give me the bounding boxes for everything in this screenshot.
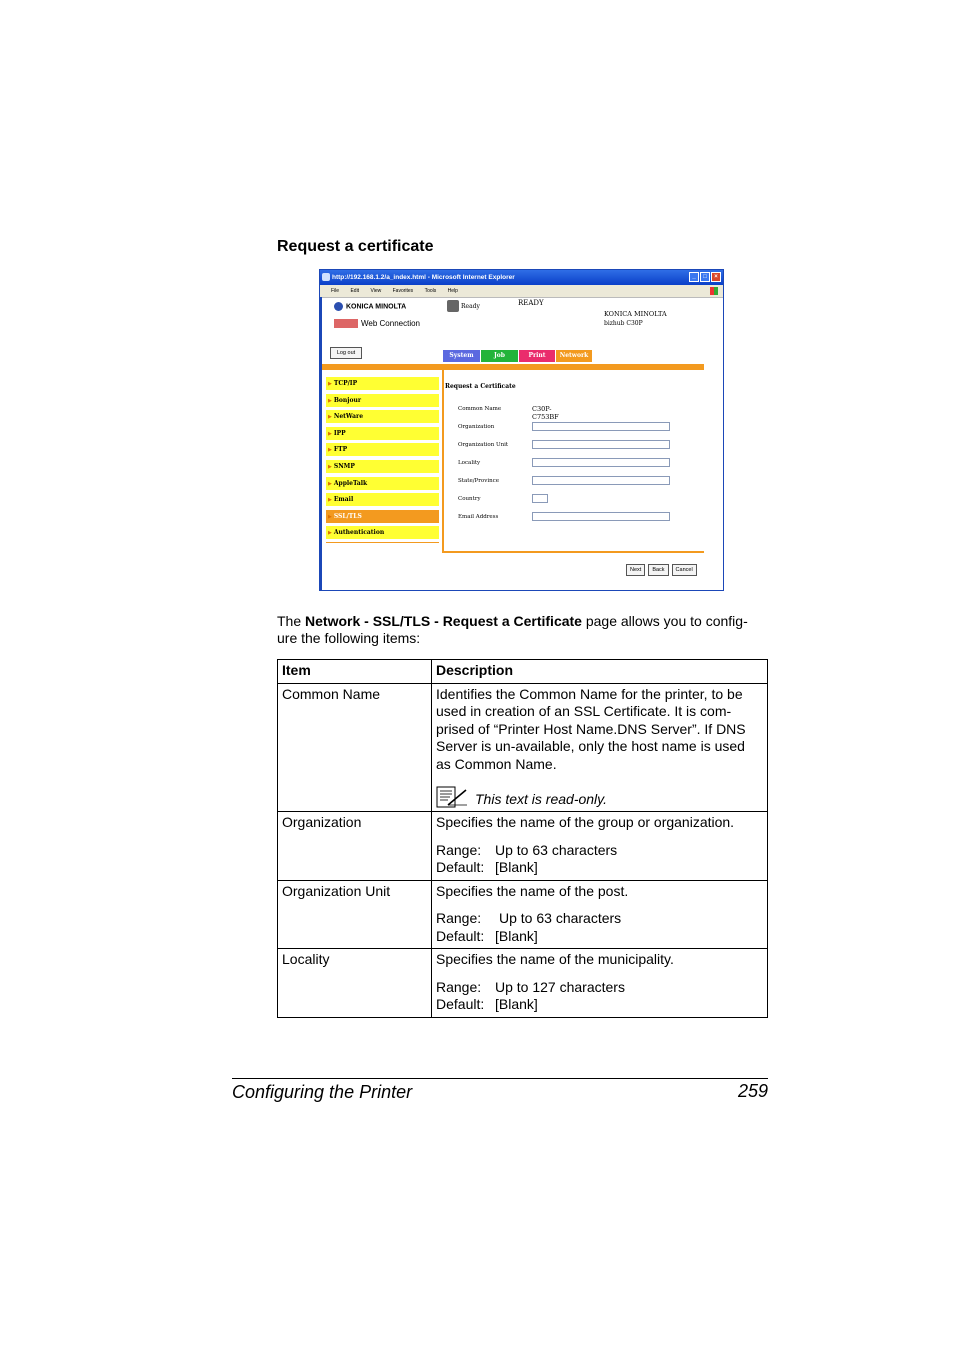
status-icon-label: Ready	[461, 303, 480, 310]
default-label: Default:	[436, 859, 485, 875]
intro-bold: Network - SSL/TLS - Request a Certificate	[305, 613, 582, 629]
pagescope-icon	[334, 319, 358, 328]
row-item: Locality	[278, 949, 432, 1018]
arrow-right-icon: ▶	[328, 497, 332, 504]
organization-label: Organization	[458, 424, 495, 430]
note	[436, 786, 763, 808]
note-text: This text is read-only.	[475, 790, 608, 807]
status-text: READY	[518, 299, 544, 307]
sidebar-item-tcpip[interactable]	[326, 377, 439, 390]
sidebar-item-label: SNMP	[333, 462, 355, 470]
table-row	[278, 949, 768, 1018]
common-name-label: Common Name	[458, 406, 502, 412]
default-line	[436, 928, 763, 946]
default-line	[436, 859, 763, 877]
tab-system[interactable]: System	[443, 350, 480, 362]
footer-title: Configuring the Printer	[232, 1082, 413, 1102]
sidebar-item-label: NetWare	[333, 413, 364, 421]
minimize-icon[interactable]: _	[689, 272, 699, 282]
menu-tools[interactable]: Tools	[424, 288, 437, 294]
arrow-right-icon: ▶	[328, 414, 332, 421]
default-value: [Blank]	[495, 859, 538, 875]
default-value: [Blank]	[495, 927, 538, 944]
konica-minolta-logo	[334, 302, 406, 311]
sidebar	[326, 377, 439, 543]
header-description: Description	[432, 660, 768, 684]
model-line1: KONICA MINOLTA	[604, 310, 667, 318]
table-row	[278, 683, 768, 812]
windows-logo-icon	[710, 287, 718, 295]
arrow-right-icon: ▶	[328, 530, 332, 537]
sidebar-item-netware[interactable]	[326, 410, 439, 423]
window-left-border	[320, 297, 322, 591]
form-bottom-line	[444, 551, 704, 553]
country-label: Country	[458, 496, 481, 502]
range-label: Range:	[436, 841, 482, 858]
arrow-right-icon: ▶	[328, 480, 332, 487]
web-connection-text: Web Connection	[361, 319, 420, 328]
sidebar-item-email[interactable]	[326, 493, 439, 506]
back-button[interactable]: Back	[648, 564, 668, 576]
range-label: Range:	[436, 978, 482, 995]
window-title: http://192.168.1.2/a_index.html - Microsoft Internet Explorer	[332, 274, 515, 281]
close-icon[interactable]: ×	[711, 272, 721, 282]
printer-icon	[447, 300, 459, 312]
state-province-input[interactable]	[532, 476, 670, 485]
common-name-value: C30P-C753BF	[532, 405, 559, 421]
row-item: Organization Unit	[278, 880, 432, 949]
default-label: Default:	[436, 996, 485, 1012]
main-tabs	[443, 350, 592, 362]
menu-bar	[320, 285, 723, 298]
sidebar-item-authentication[interactable]	[326, 526, 439, 539]
arrow-right-icon: ▶	[328, 463, 332, 470]
row-item: Common Name	[278, 683, 432, 812]
range-line	[436, 979, 763, 997]
page-number: 259	[737, 1081, 768, 1101]
sidebar-item-appletalk[interactable]	[326, 477, 439, 490]
description-text: Specifies the name of the group or organization.	[436, 814, 735, 830]
row-description	[432, 949, 768, 1018]
browser-screenshot	[319, 269, 724, 591]
sidebar-item-label: Authentication	[333, 529, 385, 537]
menu-edit[interactable]: Edit	[350, 288, 360, 294]
logout-button[interactable]: Log out	[330, 347, 362, 359]
sidebar-item-snmp[interactable]	[326, 460, 439, 473]
sidebar-item-ipp[interactable]	[326, 427, 439, 440]
sidebar-item-ftp[interactable]	[326, 443, 439, 456]
intro-lead: The	[277, 613, 306, 629]
model-line2: bizhub C30P	[604, 320, 643, 327]
range-label: Range:	[436, 910, 482, 926]
row-description	[432, 880, 768, 949]
row-description	[432, 812, 768, 881]
locality-input[interactable]	[532, 458, 670, 467]
organization-input[interactable]	[532, 422, 670, 431]
settings-table	[277, 659, 768, 1018]
row-item: Organization	[278, 812, 432, 881]
next-button[interactable]: Next	[626, 564, 645, 576]
arrow-right-icon: ▶	[328, 447, 332, 454]
sidebar-item-label: Bonjour	[333, 396, 361, 404]
default-label: Default:	[436, 927, 485, 944]
sidebar-item-label: TCP/IP	[333, 380, 358, 387]
email-address-input[interactable]	[532, 512, 670, 521]
description-text: Specifies the name of the municipality.	[436, 951, 674, 967]
globe-icon	[334, 302, 343, 311]
table-row	[278, 812, 768, 881]
country-input[interactable]	[532, 494, 548, 503]
table-row	[278, 880, 768, 949]
form-buttons	[626, 564, 697, 576]
menu-file[interactable]: File	[331, 288, 340, 294]
locality-label: Locality	[458, 460, 481, 466]
intro-rest: page allows you to config-ure the following items:	[277, 613, 748, 646]
sidebar-item-label: IPP	[333, 429, 346, 437]
header-item: Item	[278, 660, 432, 684]
organization-unit-label: Organization Unit	[458, 442, 509, 448]
arrow-right-icon: ▶	[328, 397, 332, 404]
sidebar-item-label: FTP	[333, 446, 348, 454]
section-title: Request a certificate	[277, 238, 434, 255]
arrow-right-icon: ▶	[328, 513, 332, 520]
description-text: Identifies the Common Name for the printer, to be used in creation of an SSL Certificate. It is com-prised of “Printer Host Name.DNS Server”. If DNS Server is un-available, only the host name is used as Common Name.	[436, 685, 746, 772]
menu-help[interactable]: Help	[447, 288, 458, 294]
sidebar-item-label: Email	[333, 496, 354, 504]
sidebar-item-label: SSL/TLS	[333, 512, 362, 520]
tab-underline-bar	[322, 364, 704, 370]
email-address-label: Email Address	[458, 514, 499, 520]
sidebar-item-label: AppleTalk	[333, 479, 368, 487]
tab-network[interactable]: Network	[556, 350, 592, 362]
description-text: Specifies the name of the post.	[436, 882, 629, 899]
tab-print[interactable]: Print	[519, 350, 555, 362]
cancel-button[interactable]: Cancel	[672, 564, 697, 576]
range-line	[436, 842, 763, 860]
sidebar-bottom-line	[326, 542, 439, 543]
brand-name: KONICA MINOLTA	[346, 303, 407, 311]
organization-unit-input[interactable]	[532, 440, 670, 449]
default-line	[436, 996, 763, 1014]
default-value: [Blank]	[495, 996, 538, 1012]
range-line	[436, 910, 763, 928]
table-header-row	[278, 660, 768, 684]
footer-rule	[232, 1078, 768, 1079]
maximize-icon[interactable]: □	[700, 272, 710, 282]
menu-view[interactable]: View	[370, 288, 382, 294]
sidebar-item-bonjour[interactable]	[326, 394, 439, 407]
menu-favorites[interactable]: Favorites	[392, 288, 414, 294]
tab-job[interactable]: Job	[481, 350, 518, 362]
window-titlebar	[320, 270, 723, 285]
arrow-right-icon: ▶	[328, 381, 332, 387]
sidebar-item-ssl-tls[interactable]	[326, 510, 439, 523]
form-title: Request a Certificate	[445, 383, 516, 390]
content-divider	[442, 370, 444, 553]
range-value: Up to 127 characters	[495, 978, 625, 995]
range-value: Up to 63 characters	[495, 841, 618, 858]
ie-icon	[322, 273, 330, 281]
arrow-right-icon: ▶	[328, 430, 332, 437]
state-province-label: State/Province	[458, 478, 499, 484]
range-value: Up to 63 characters	[499, 910, 622, 926]
note-pencil-icon	[436, 786, 468, 808]
web-connection-logo	[334, 319, 420, 328]
intro-paragraph	[277, 613, 767, 647]
row-description	[432, 683, 768, 812]
